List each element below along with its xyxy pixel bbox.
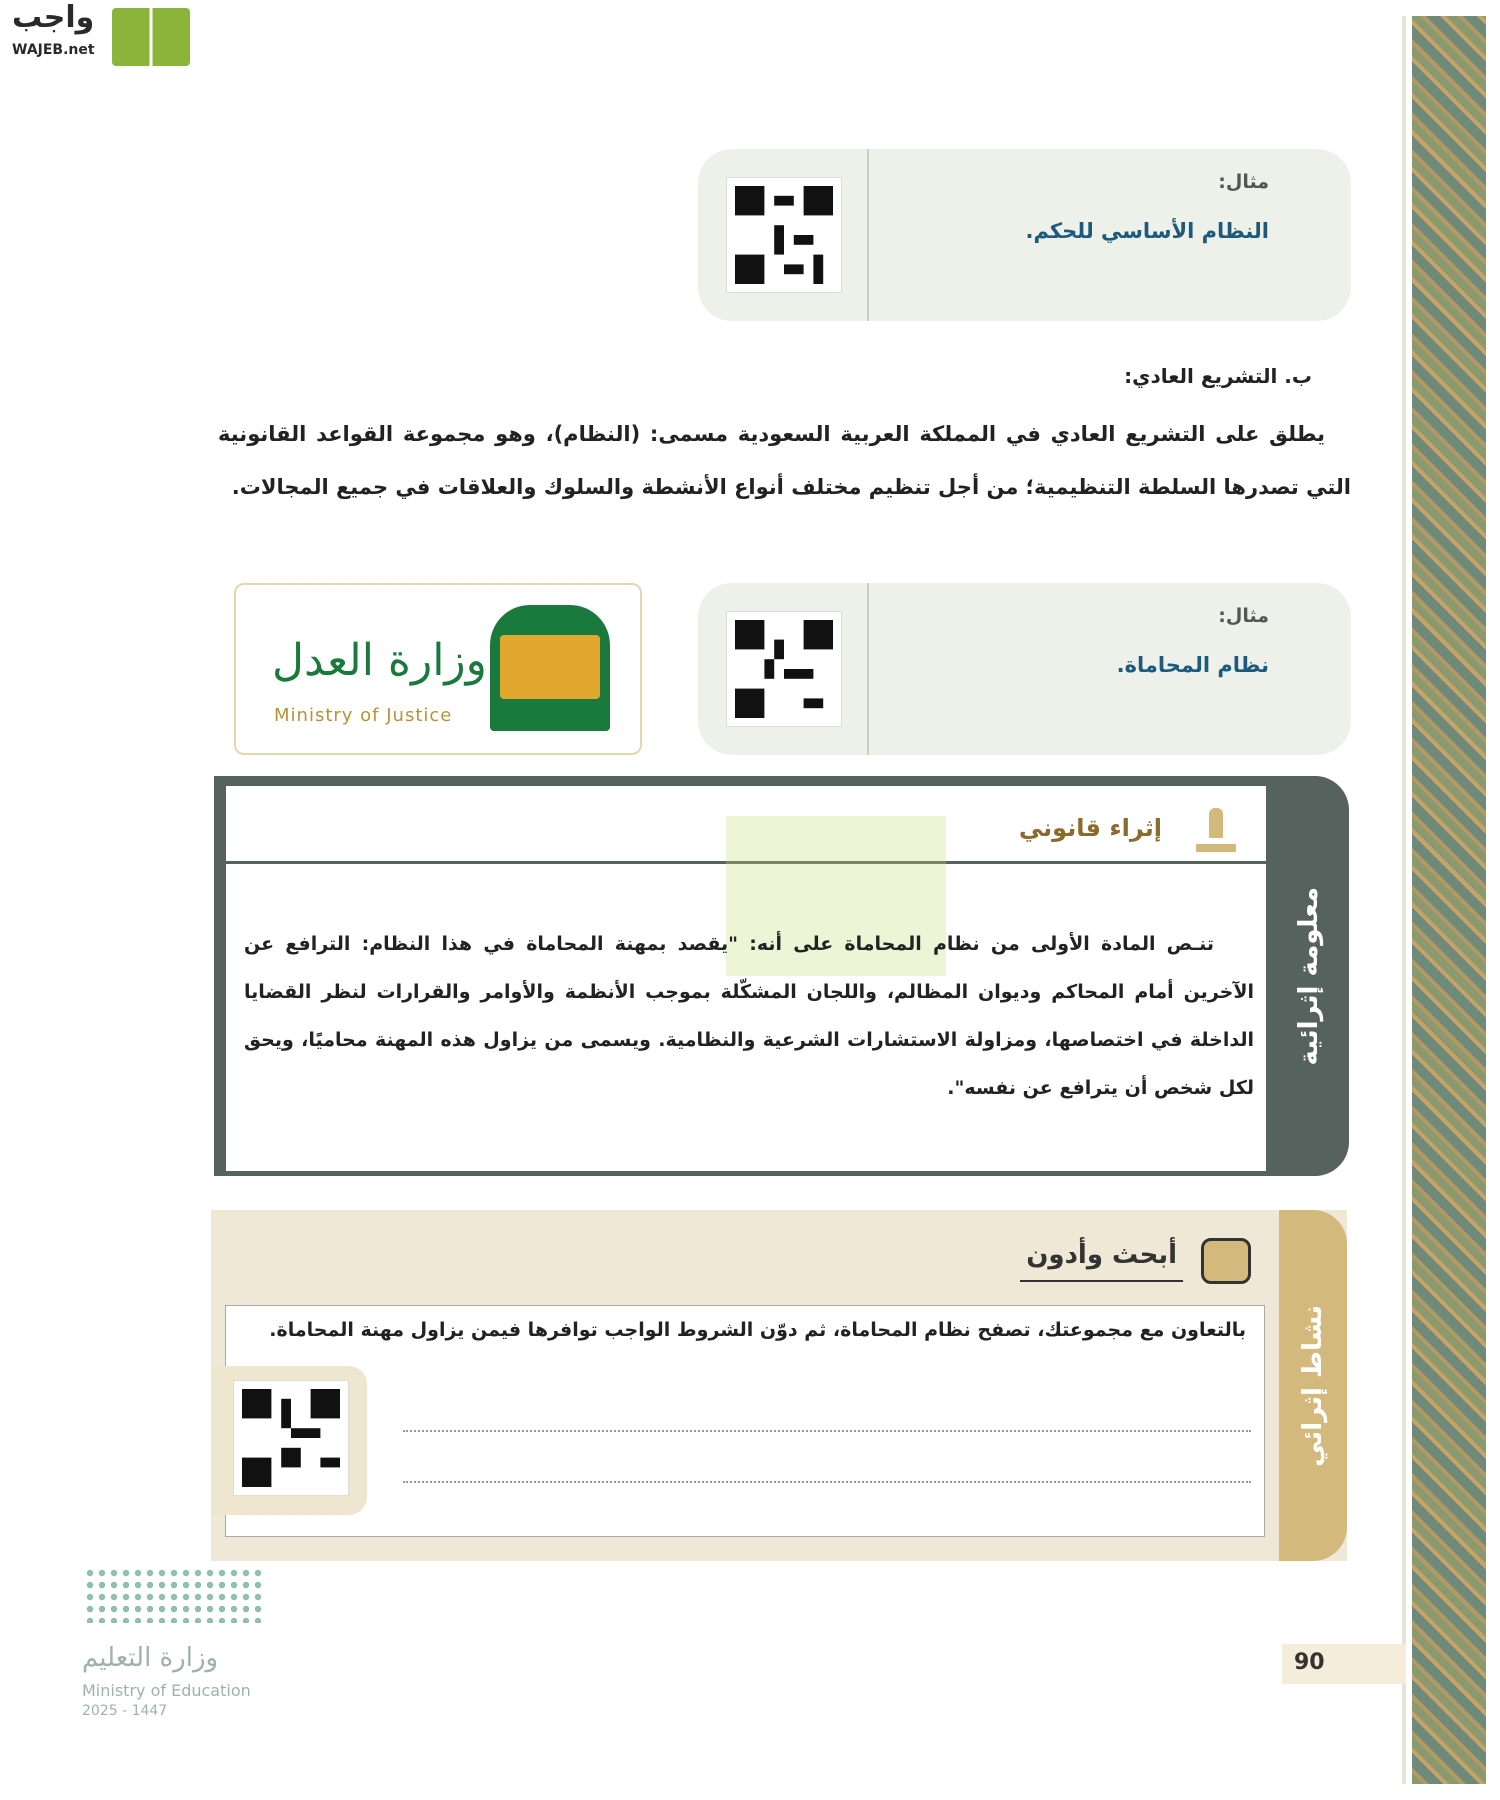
activity-title: أبحث وأدون xyxy=(1020,1240,1183,1282)
page-number-box xyxy=(1282,1644,1406,1684)
dots-icon xyxy=(84,1567,264,1623)
section-heading: ب. التشريع العادي: xyxy=(1124,364,1312,388)
stamp-icon xyxy=(1196,808,1236,852)
divider xyxy=(867,149,869,321)
wajeb-logo xyxy=(6,0,190,68)
info-side-label: معلومة إثرائية xyxy=(1294,886,1324,1066)
divider xyxy=(867,583,869,755)
book-icon xyxy=(112,8,190,66)
moe-english: Ministry of Education xyxy=(82,1681,251,1700)
info-box xyxy=(214,776,1349,1176)
info-body: تنـص المادة الأولى من نظام المحاماة على أنه: "يقصد بمهنة المحاماة في هذا النظام: الترافع عن الآخرين أمام المحاكم وديوان المظالم، واللجان المشكّلة بموجب الأنظمة والأوامر والقرارات لنظر القضايا الداخلة في اختصاصها، ومزاولة الاستشارات الشرعية والنظامية. ويسمى من يزاول هذه المهنة محاميًا، ويحق لكل شخص أن يترافع عن نفسه". xyxy=(244,933,1254,1099)
answer-line-2[interactable] xyxy=(403,1481,1251,1483)
qr-code[interactable] xyxy=(726,177,842,293)
activity-box xyxy=(211,1210,1347,1561)
ministry-of-justice-logo xyxy=(234,583,642,755)
logo-arabic: واجب xyxy=(12,0,95,35)
info-side-tab xyxy=(1269,776,1349,1176)
moe-arabic: وزارة التعليم xyxy=(82,1643,219,1673)
example-label: مثال: xyxy=(1218,605,1269,627)
info-title: إثراء قانوني xyxy=(1018,814,1162,842)
activity-side-tab xyxy=(1279,1210,1347,1561)
activity-side-label: نشاط إثرائي xyxy=(1298,1304,1328,1467)
example-label: مثال: xyxy=(1218,171,1269,193)
info-inner xyxy=(226,786,1266,1171)
example-box-2 xyxy=(698,583,1351,755)
border-line xyxy=(1402,16,1406,1784)
page-number: 90 xyxy=(1294,1650,1325,1675)
moe-year: 2025 - 1447 xyxy=(82,1703,168,1719)
qr-code[interactable] xyxy=(726,611,842,727)
pencil-icon xyxy=(1201,1238,1251,1284)
qr-frame xyxy=(211,1366,367,1515)
example-text: نظام المحاماة. xyxy=(1116,653,1269,677)
moj-english: Ministry of Justice xyxy=(274,705,453,726)
activity-body: بالتعاون مع مجموعتك، تصفح نظام المحاماة، ثم دوّن الشروط الواجب توافرها فيمن يزاول مهنة المحاماة. xyxy=(269,1319,1246,1341)
activity-inner xyxy=(225,1305,1265,1537)
example-text: النظام الأساسي للحكم. xyxy=(1025,219,1269,243)
logo-latin: WAJEB.net xyxy=(12,42,95,58)
moj-arabic: وزارة العدل xyxy=(272,635,487,686)
qr-code[interactable] xyxy=(233,1380,349,1496)
section-paragraph: يطلق على التشريع العادي في المملكة العربية السعودية مسمى: (النظام)، وهو مجموعة القواعد القانونية التي تصدرها السلطة التنظيمية؛ من أجل تنظيم مختلف أنواع الأنشطة والسلوك والعلاقات في جميع المجالات. xyxy=(218,422,1351,499)
ministry-of-education-logo xyxy=(80,1561,270,1726)
answer-line-1[interactable] xyxy=(403,1430,1251,1432)
decorative-border xyxy=(1412,16,1486,1784)
emblem-icon xyxy=(490,605,610,731)
example-box-1 xyxy=(698,149,1351,321)
